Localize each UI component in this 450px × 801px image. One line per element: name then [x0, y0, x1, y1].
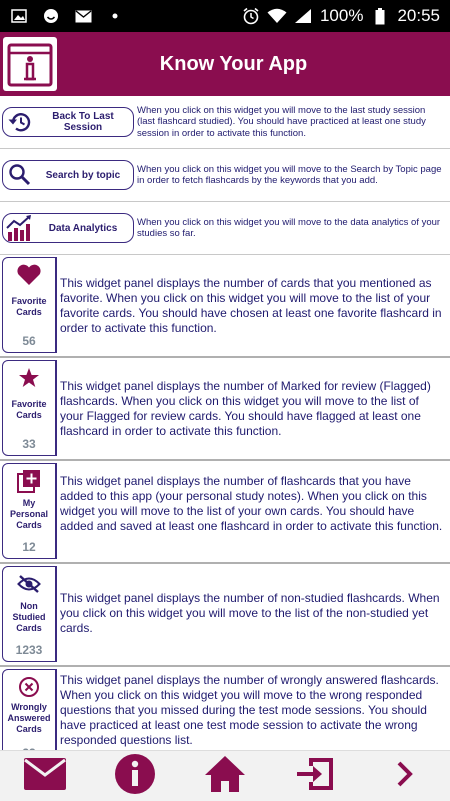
panel-count: 1233: [15, 643, 43, 657]
battery-percentage: 100%: [319, 6, 364, 25]
panel-count: 56: [22, 334, 36, 348]
info-book-icon: [3, 37, 57, 91]
home-icon: [204, 755, 246, 798]
widget-description: When you click on this widget you will move to the Search by Topic page in order to fetch flashcards by the keywords that you add.: [137, 163, 442, 186]
status-bar: [0, 0, 450, 32]
non-studied-cards-widget[interactable]: [2, 566, 57, 662]
widget-row-data-analytics: [0, 202, 450, 255]
info-icon: [114, 753, 156, 800]
signal-icon: [294, 7, 312, 25]
panel-flagged-cards: [0, 358, 450, 461]
info-button[interactable]: [105, 753, 165, 799]
panel-favorite-cards: [0, 255, 450, 358]
eye-off-icon: [17, 573, 41, 595]
bottom-navigation: [0, 750, 450, 801]
star-icon: [18, 367, 40, 389]
panel-description: This widget panel displays the number of wrongly answered flashcards. When you click on this widget you will move to the wrong responded questions that you missed during the test mode sessions. You should have practiced at least one test mode session to activate the wrong responded questions list.: [60, 673, 439, 747]
exit-button[interactable]: [285, 753, 345, 799]
exit-icon: [295, 756, 335, 797]
next-button[interactable]: [375, 753, 435, 799]
history-icon: [3, 110, 37, 134]
widget-description: When you click on this widget you will move to the last study session (last flashcard studied). You should have practiced at least one study session in order to activate this function.: [137, 104, 426, 139]
panel-label: Favorite Cards: [11, 296, 47, 317]
personal-cards-widget[interactable]: [2, 463, 57, 559]
panel-personal-cards: [0, 461, 450, 564]
search-by-topic-button[interactable]: [2, 160, 134, 190]
home-button[interactable]: [195, 753, 255, 799]
widget-label: Back To Last Session: [52, 111, 114, 133]
mail-button[interactable]: [15, 753, 75, 799]
panel-label: Favorite Cards: [11, 399, 47, 420]
app-header: [0, 32, 450, 96]
mail-notification-icon: [74, 7, 92, 25]
panel-label: Wrongly Answered Cards: [7, 702, 51, 734]
analytics-icon: [3, 214, 37, 242]
panel-count: 12: [22, 540, 36, 554]
panel-non-studied-cards: [0, 564, 450, 667]
wifi-icon: [268, 7, 286, 25]
search-icon: [3, 163, 37, 187]
back-to-last-session-button[interactable]: [2, 107, 134, 137]
flagged-cards-widget[interactable]: [2, 360, 57, 456]
data-analytics-button[interactable]: [2, 213, 134, 243]
widget-description: When you click on this widget you will move to the data analytics of your studies so far.: [137, 216, 441, 239]
mail-icon: [23, 757, 67, 796]
favorite-cards-widget[interactable]: [2, 257, 57, 353]
heart-icon: [16, 264, 42, 286]
add-card-icon: [17, 470, 41, 492]
panel-description: This widget panel displays the number of cards that you mentioned as favorite. When you click on this widget you will move to the list of your favorite cards. You should have chosen at least one favorite flashcard in order to activate this function.: [60, 276, 442, 335]
panel-description: This widget panel displays the number of flashcards that you have added to this app (your personal study notes). When you click on this widget you will move to the list of your own cards. You should have added and saved at least one flashcard in order to activate this function.: [60, 474, 443, 533]
image-notification-icon: [10, 7, 28, 25]
clock: 20:55: [397, 6, 440, 25]
panel-description: This widget panel displays the number of non-studied flashcards. When you click on this widget you will move to the list of the non-studied yet cards.: [60, 591, 440, 635]
battery-icon: [371, 7, 389, 25]
page-title: Know Your App: [159, 52, 308, 75]
smiley-notification-icon: [42, 7, 60, 25]
widget-label: Search by topic: [45, 169, 121, 181]
panel-label: Non Studied Cards: [12, 601, 46, 633]
more-dot-icon: [106, 7, 124, 25]
widget-row-back-to-last-session: [0, 96, 450, 149]
panel-count: 33: [22, 437, 36, 451]
panel-label: My Personal Cards: [9, 498, 49, 530]
wrong-circle-icon: [18, 676, 40, 698]
alarm-icon: [242, 7, 260, 25]
widget-label: Data Analytics: [48, 222, 118, 234]
widget-row-search-by-topic: [0, 149, 450, 202]
panel-description: This widget panel displays the number of Marked for review (Flagged) flashcards. When you click on this widget you will move to the list of your Flagged for review cards. You should have flagged at least one flashcard in order to activate this function.: [60, 379, 431, 438]
content-area[interactable]: [0, 96, 450, 750]
chevron-right-icon: [395, 761, 415, 792]
